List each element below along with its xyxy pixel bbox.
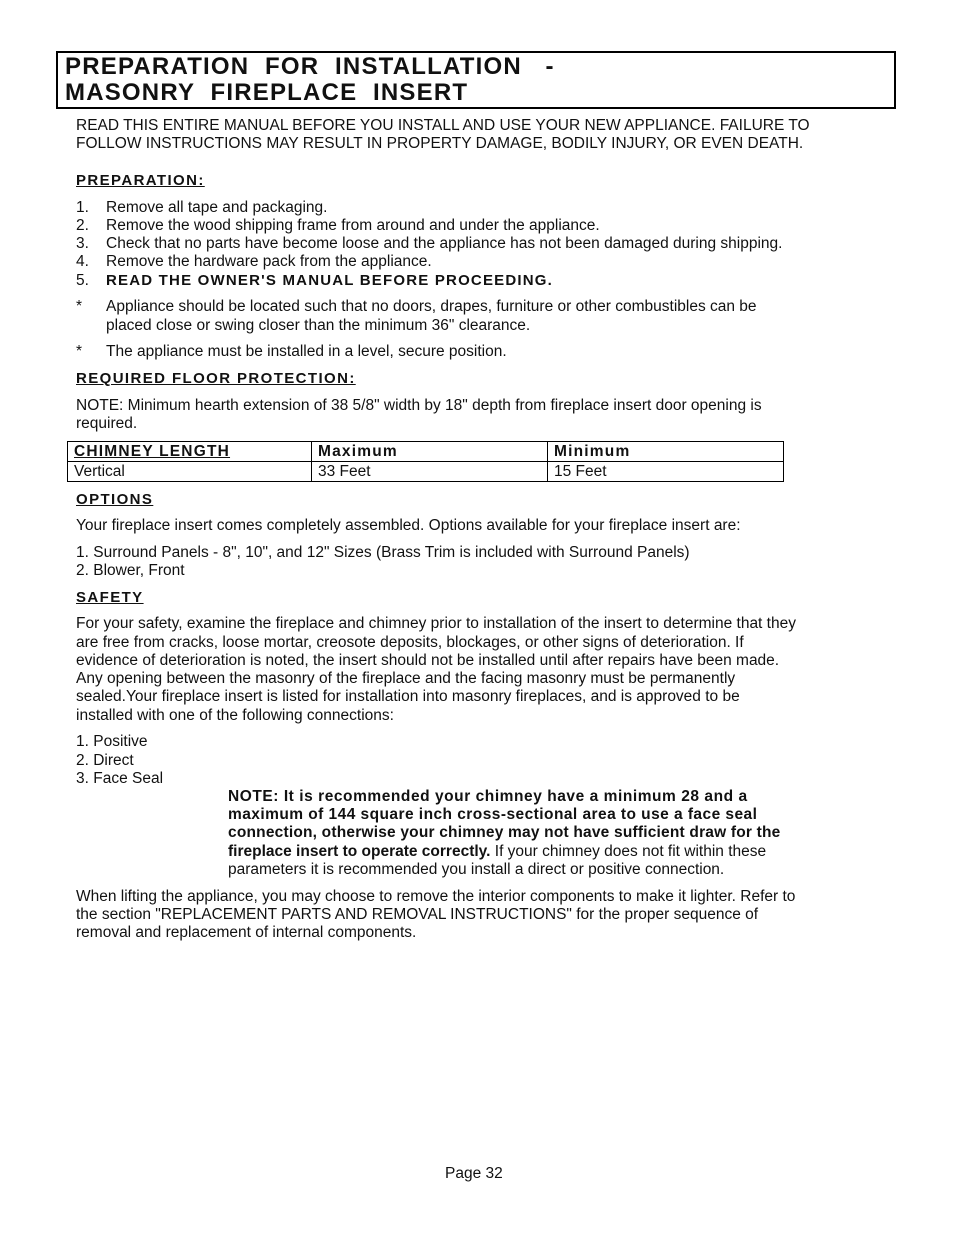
safety-paragraph-line: installed with one of the following connections:	[76, 707, 394, 724]
chimney-note-plain: If your chimney does not fit within these	[490, 843, 767, 860]
table-header-cell: Maximum	[312, 442, 548, 462]
chimney-note-plain: parameters it is recommended you install a direct or positive connection.	[228, 861, 725, 878]
lifting-line: When lifting the appliance, you may choose to remove the interior components to make it lighter. Refer to	[76, 888, 796, 905]
page-title-line-2: MASONRY FIREPLACE INSERT	[65, 79, 469, 106]
bullet-text: placed close or swing closer than the minimum 36" clearance.	[106, 317, 531, 334]
lifting-line: the section "REPLACEMENT PARTS AND REMOVAL INSTRUCTIONS" for the proper sequence of	[76, 906, 759, 923]
floor-protection-note: required.	[76, 415, 138, 432]
bullet-text: Appliance should be located such that no doors, drapes, furniture or other combustibles can be	[106, 298, 757, 315]
chimney-note-bold: NOTE: It is recommended your chimney have a minimum 28 and a	[228, 788, 748, 805]
option-item: 1. Surround Panels - 8", 10", and 12" Sizes (Brass Trim is included with Surround Panels)	[76, 544, 690, 561]
safety-paragraph-line: evidence of deterioration is noted, the insert should not be installed until after repairs have been made.	[76, 652, 780, 669]
step-text-bold: READ THE OWNER'S MANUAL BEFORE PROCEEDING.	[106, 272, 554, 289]
step-number: 4.	[76, 253, 89, 270]
safety-heading: SAFETY	[76, 589, 144, 606]
chimney-table	[67, 441, 784, 482]
page-title-line-1: PREPARATION FOR INSTALLATION -	[65, 53, 555, 80]
page-number: Page 32	[445, 1165, 503, 1182]
chimney-note-line	[228, 843, 766, 861]
option-item: 2. Blower, Front	[76, 562, 185, 579]
safety-paragraph-line: For your safety, examine the fireplace and chimney prior to installation of the insert to determine that they	[76, 615, 796, 632]
floor-protection-heading: REQUIRED FLOOR PROTECTION:	[76, 370, 356, 387]
intro-line-2: FOLLOW INSTRUCTIONS MAY RESULT IN PROPERTY DAMAGE, BODILY INJURY, OR EVEN DEATH.	[76, 135, 804, 152]
step-text: Remove the hardware pack from the appliance.	[106, 253, 432, 270]
intro-line-1: READ THIS ENTIRE MANUAL BEFORE YOU INSTALL AND USE YOUR NEW APPLIANCE. FAILURE TO	[76, 117, 810, 134]
step-text: Remove the wood shipping frame from around and under the appliance.	[106, 217, 600, 234]
safety-paragraph-line: sealed.Your fireplace insert is listed for installation into masonry fireplaces, and is approved to be	[76, 688, 740, 705]
preparation-heading: PREPARATION:	[76, 172, 205, 189]
floor-protection-note: NOTE: Minimum hearth extension of 38 5/8" width by 18" depth from fireplace insert door opening is	[76, 397, 762, 414]
bullet-mark: *	[76, 343, 83, 360]
table-header-row	[68, 442, 784, 462]
chimney-note-bold: connection, otherwise your chimney may not have sufficient draw for the	[228, 824, 781, 841]
chimney-note-bold: maximum of 144 square inch cross-sectional area to use a face seal	[228, 806, 758, 823]
options-heading: OPTIONS	[76, 491, 154, 508]
chimney-note-bold: fireplace insert to operate correctly.	[228, 843, 491, 860]
title-box	[56, 51, 896, 109]
step-number: 2.	[76, 217, 89, 234]
lifting-line: removal and replacement of internal components.	[76, 924, 417, 941]
table-cell: 33 Feet	[312, 462, 548, 482]
table-header-cell: Minimum	[548, 442, 784, 462]
safety-paragraph-line: are free from cracks, loose mortar, creosote deposits, blockages, or other signs of deterioration. If	[76, 634, 744, 651]
step-number: 1.	[76, 199, 89, 216]
step-number: 5.	[76, 272, 89, 289]
bullet-mark: *	[76, 298, 83, 315]
table-header-cell: CHIMNEY LENGTH	[68, 442, 312, 462]
bullet-text: The appliance must be installed in a level, secure position.	[106, 343, 507, 360]
step-text: Check that no parts have become loose and the appliance has not been damaged during shipping.	[106, 235, 783, 252]
connection-item: 1. Positive	[76, 733, 148, 750]
options-text: Your fireplace insert comes completely assembled. Options available for your fireplace insert are:	[76, 517, 741, 534]
table-cell: 15 Feet	[548, 462, 784, 482]
step-text: Remove all tape and packaging.	[106, 199, 328, 216]
table-cell: Vertical	[68, 462, 312, 482]
connection-item: 3. Face Seal	[76, 770, 164, 787]
step-number: 3.	[76, 235, 89, 252]
table-row	[68, 462, 784, 482]
connection-item: 2. Direct	[76, 752, 134, 769]
safety-paragraph-line: Any opening between the masonry of the fireplace and the facing masonry must be permanently	[76, 670, 736, 687]
